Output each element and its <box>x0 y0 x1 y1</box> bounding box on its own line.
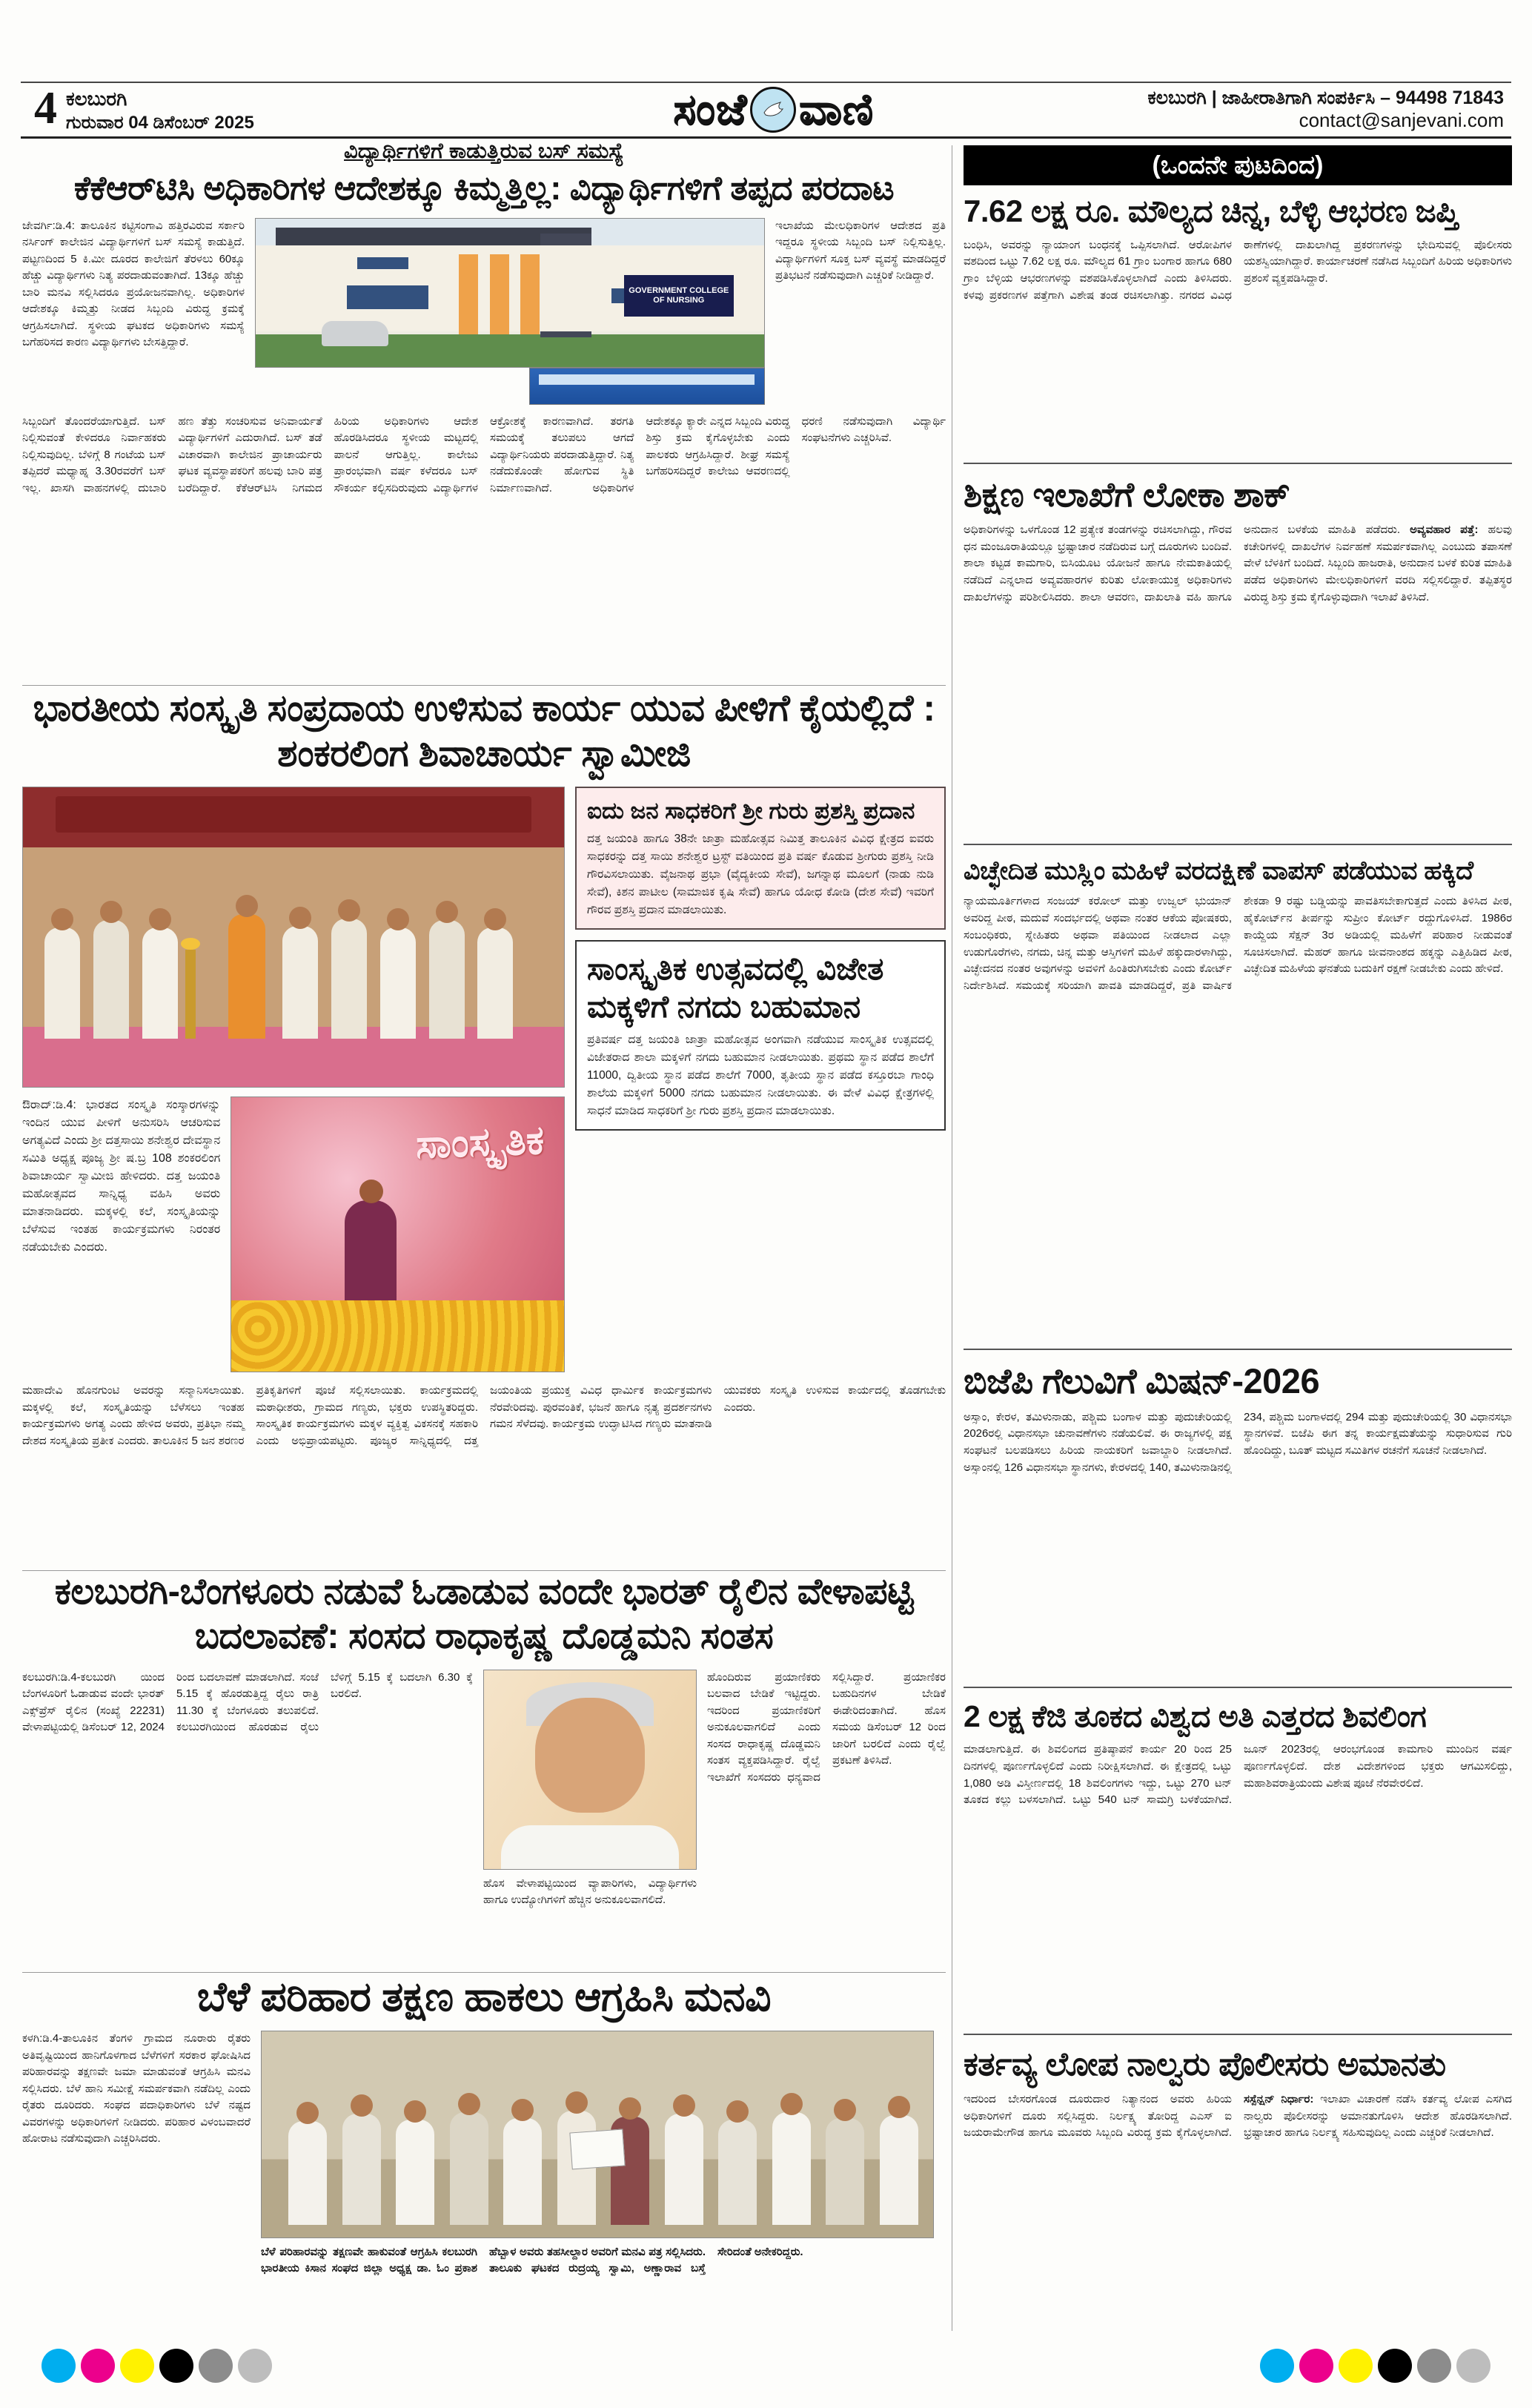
person-figure <box>282 926 318 1039</box>
article-body-text: ಇದರಿಂದ ಬೇಸರಗೊಂಡ ದೂರುದಾರ ನಿತ್ಯಾನಂದ ಅವರು ಹಿರಿಯ ಅಧಿಕಾರಿಗಳಿಗೆ ದೂರು ಸಲ್ಲಿಸಿದ್ದರು. ನಿರ್ಲಕ್ಷ್ಯ ತೋರಿದ್ದ ಎಎಸ್ ಐ ಜಯರಾಮೇಗೌಡ ಹಾಗೂ ಮೂವರು ಸಿಬ್ಬಂದಿ ವಿರುದ್ಧ ಕ್ರಮ ಕೈಗೊಳ್ಳಲಾಗಿದೆ. <box>964 2092 1232 2140</box>
edition-block <box>34 85 254 133</box>
photo-window-shape <box>357 257 408 269</box>
photo-window-shape <box>347 285 428 309</box>
portrait-face-shape <box>535 1698 646 1813</box>
article-culture-swamiji <box>22 686 946 1564</box>
article-body-columns <box>964 522 1512 833</box>
photo-pillar-shape <box>459 254 478 334</box>
article-headline: ಬೆಳೆ ಪರಿಹಾರ ತಕ್ಷಣ ಹಾಕಲು ಆಗ್ರಹಿಸಿ ಮನವಿ <box>196 1974 772 2020</box>
article-body-column: ಜೇವರ್ಗಿ:ಡಿ.4: ತಾಲೂಕಿನ ಕಟ್ಟಿಸಂಗಾವಿ ಹತ್ತಿರವಿರುವ ಸರ್ಕಾರಿ ನರ್ಸಿಂಗ್ ಕಾಲೇಜಿನ ವಿದ್ಯಾರ್ಥಿಗಳಿಗೆ ಬಸ್ ಸಮಸ್ಯೆ ಕಾಡುತ್ತಿದೆ. ಪಟ್ಟಣದಿಂದ 5 ಕಿ.ಮೀ ದೂರದ ಕಾಲೇಜಿಗೆ ತೆರಳಲು 60ಕ್ಕೂ ಹೆಚ್ಚು ವಿದ್ಯಾರ್ಥಿಗಳು ನಿತ್ಯ ಪರದಾಡುವಂತಾಗಿದೆ. 13ಕ್ಕೂ ಹೆಚ್ಚು ಬಾರಿ ಮನವಿ ಸಲ್ಲಿಸಿದರೂ ಪ್ರಯೋಜನವಾಗಿಲ್ಲ. ಅಧಿಕಾರಿಗಳ ಆದೇಶಕ್ಕೂ ಕಿಮ್ಮತ್ತು ನೀಡದ ಸಿಬ್ಬಂದಿ ವಿರುದ್ಧ ಕ್ರಮಕ್ಕೆ ಆಗ್ರಹಿಸಲಾಗಿದೆ. ಸ್ಥಳೀಯ ಘಟಕದ ಅಧಿಕಾರಿಗಳು ಸಮಸ್ಯೆ ಬಗೆಹರಿಸದ ಕಾರಣ ವಿದ್ಯಾರ್ಥಿಗಳು ಬೇಸತ್ತಿದ್ದಾರೆ. <box>22 219 245 349</box>
person-figure <box>718 2120 757 2225</box>
article-body-column: ಇಲಾಖೆಯ ಮೇಲಧಿಕಾರಿಗಳ ಆದೇಶದ ಪ್ರತಿ ಇದ್ದರೂ ಸ್ಥಳೀಯ ಸಿಬ್ಬಂದಿ ಬಸ್ ನಿಲ್ಲಿಸುತ್ತಿಲ್ಲ. ವಿದ್ಯಾರ್ಥಿಗಳಿಗೆ ಸೂಕ್ತ ಬಸ್ ವ್ಯವಸ್ಥೆ ಮಾಡದಿದ್ದರೆ ಪ್ರತಿಭಟನೆ ನಡೆಸುವುದಾಗಿ ಎಚ್ಚರಿಕೆ ನೀಡಿದ್ದಾರೆ. <box>775 219 946 282</box>
article-divider <box>964 1349 1512 1350</box>
box-article-title: ಸಾಂಸ್ಕೃತಿಕ ಉತ್ಸವದಲ್ಲಿ ವಿಜೇತ ಮಕ್ಕಳಿಗೆ ನಗದು ಬಹುಮಾನ <box>587 951 884 1024</box>
color-dot-gray <box>1417 2349 1451 2383</box>
color-dot-magenta <box>81 2349 115 2383</box>
article-gold-seizure <box>964 193 1512 452</box>
article-vande-bharat <box>22 1570 946 1971</box>
color-dot-lightgray <box>1456 2349 1490 2383</box>
masthead-left: ಸಂಜೆ <box>673 85 747 133</box>
article-divider <box>964 463 1512 464</box>
edition-date: ಗುರುವಾರ 04 ಡಿಸೆಂಬರ್ 2025 <box>66 113 254 133</box>
banner-text: ಸಾಂಸ್ಕೃತಿಕ <box>414 1117 546 1167</box>
person-figure <box>429 920 465 1039</box>
article-headline: ವಿಚ್ಛೇದಿತ ಮುಸ್ಲಿಂ ಮಹಿಳೆ ವರದಕ್ಷಿಣೆ ವಾಪಸ್ ಪಡೆಯುವ ಹಕ್ಕಿದೆ <box>964 856 1473 885</box>
article-divider <box>964 844 1512 845</box>
college-building-photo <box>255 218 765 368</box>
person-figure <box>396 2120 434 2225</box>
article-crop-compensation <box>22 1972 946 2332</box>
person-figure <box>503 2118 542 2225</box>
person-figure <box>93 920 129 1039</box>
stage-group-photo <box>22 787 565 1088</box>
box-article-body: ಪ್ರತಿವರ್ಷ ದತ್ತ ಜಯಂತಿ ಜಾತ್ರಾ ಮಹೋತ್ಸವ ಅಂಗವಾಗಿ ನಡೆಯುವ ಸಾಂಸ್ಕೃತಿಕ ಉತ್ಸವದಲ್ಲಿ ವಿಜೇತರಾದ ಶಾಲಾ ಮಕ್ಕಳಿಗೆ ನಗದು ಬಹುಮಾನ ನೀಡಲಾಯಿತು. ಪ್ರಥಮ ಸ್ಥಾನ ಪಡೆದ ಶಾಲೆಗೆ 11000, ದ್ವಿತೀಯ ಸ್ಥಾನ ಪಡೆದ ಶಾಲೆಗೆ 7000, ತೃತೀಯ ಸ್ಥಾನ ಪಡೆದ ಕಸ್ತೂರಬಾ ಗಾಂಧಿ ಶಾಲೆಯ ಮಕ್ಕಳಿಗೆ 5000 ನಗದು ಬಹುಮಾನ ನೀಡಲಾಯಿತು. ಈ ವೇಳೆ ವಿವಿಧ ಕ್ಷೇತ್ರಗಳಲ್ಲಿ ಸಾಧನೆ ಮಾಡಿದ ಸಾಧಕರಿಗೆ ಶ್ರೀ ಗುರು ಪ್ರಶಸ್ತಿ ಪ್ರದಾನ ಮಾಡಲಾಯಿತು. <box>587 1033 934 1118</box>
contact-block <box>1148 87 1504 132</box>
color-dot-yellow <box>120 2349 154 2383</box>
right-section <box>964 145 1512 2334</box>
person-figure <box>342 2114 381 2225</box>
person-figure <box>142 927 178 1039</box>
memorandum-paper-shape <box>569 2128 625 2169</box>
mp-portrait-photo <box>483 1670 697 1870</box>
contact-email[interactable]: contact@sanjevani.com <box>1299 109 1504 131</box>
article-divider <box>964 2034 1512 2035</box>
masthead-right: ವಾಣಿ <box>798 85 874 133</box>
color-dot-gray <box>199 2349 233 2383</box>
article-headline: ಕರ್ತವ್ಯ ಲೋಪ ನಾಲ್ವರು ಪೊಲೀಸರು ಅಮಾನತು <box>964 2045 1446 2083</box>
article-headline: ಕಲಬುರಗಿ-ಬೆಂಗಳೂರು ನಡುವೆ ಓಡಾಡುವ ವಂದೇ ಭಾರತ್ ರೈಲಿನ ವೇಳಾಪಟ್ಟಿ ಬದಲಾವಣೆ: ಸಂಸದ ರಾಧಾಕೃಷ್ಣ ದೊಡ್ಡಮನಿ ಸಂತಸ <box>54 1572 914 1656</box>
article-police-suspension <box>964 2045 1512 2314</box>
prize-box-article <box>575 940 946 1131</box>
article-headline: 7.62 ಲಕ್ಷ ರೂ. ಮೌಲ್ಯದ ಚಿನ್ನ, ಬೆಳ್ಳಿ ಆಭರಣ ಜಪ್ತಿ <box>964 194 1459 228</box>
article-intro: ಔರಾದ್:ಡಿ.4: ಭಾರತದ ಸಂಸ್ಕೃತಿ ಸಂಸ್ಕಾರಗಳನ್ನು ಇಂದಿನ ಯುವ ಪೀಳಿಗೆ ಅನುಸರಿಸಿ ಆಚರಿಸುವ ಅಗತ್ಯವಿದೆ ಎಂದು ಶ್ರೀ ದತ್ತಸಾಯಿ ಶನೇಶ್ವರ ದೇವಸ್ಥಾನ ಸಮಿತಿ ಅಧ್ಯಕ್ಷ ಪೂಜ್ಯ ಶ್ರೀ ಷ.ಬ್ರ 108 ಶಂಕರಲಿಂಗ ಶಿವಾಚಾರ್ಯ ಸ್ವಾಮೀಜಿ ಹೇಳಿದರು. ದತ್ತ ಜಯಂತಿ ಮಹೋತ್ಸವದ ಸಾನ್ನಿಧ್ಯ ವಹಿಸಿ ಅವರು ಮಾತನಾಡಿದರು. ಮಕ್ಕಳಲ್ಲಿ ಕಲೆ, ಸಂಸ್ಕೃತಿಯನ್ನು ಬೆಳೆಸುವ ಇಂತಹ ಕಾರ್ಯಕ್ರಮಗಳು ನಿರಂತರ ನಡೆಯಬೇಕು ಎಂದರು. <box>22 1099 221 1254</box>
article-body-columns <box>964 2091 1512 2314</box>
article-shivalinga <box>964 1698 1512 2023</box>
edition-name: ಕಲಬುರಗಿ <box>66 87 127 110</box>
dove-logo-icon <box>750 87 796 133</box>
dancer-figure <box>345 1200 397 1312</box>
color-dot-black <box>1378 2349 1412 2383</box>
article-headline: ಭಾರತೀಯ ಸಂಸ್ಕೃತಿ ಸಂಪ್ರದಾಯ ಉಳಿಸುವ ಕಾರ್ಯ ಯುವ ಪೀಳಿಗೆ ಕೈಯಲ್ಲಿದೆ : ಶಂಕರಲಿಂಗ ಶಿವಾಚಾರ್ಯ ಸ್ವಾಮೀಜಿ <box>33 687 935 774</box>
color-dot-magenta <box>1299 2349 1333 2383</box>
box-article-title: ಐದು ಜನ ಸಾಧಕರಿಗೆ ಶ್ರೀ ಗುರು ಪ್ರಶಸ್ತಿ ಪ್ರದಾನ <box>587 798 915 824</box>
photo-pillar-shape <box>520 254 540 334</box>
continued-from-page-one-tag: (ಒಂದನೇ ಪುಟದಿಂದ) <box>964 145 1512 185</box>
person-figure <box>477 927 513 1039</box>
print-registration-dots-left <box>42 2349 272 2383</box>
color-dot-lightgray <box>238 2349 272 2383</box>
photo-pillar-shape <box>490 254 509 334</box>
color-dot-yellow <box>1339 2349 1373 2383</box>
article-headline: ಶಿಕ್ಷಣ ಇಲಾಖೆಗೆ ಲೋಕಾ ಶಾಕ್ <box>964 474 1290 514</box>
award-box-article <box>575 787 946 930</box>
farmers-group-photo <box>261 2031 934 2238</box>
person-figure <box>44 927 80 1039</box>
box-article-body: ದತ್ತ ಜಯಂತಿ ಹಾಗೂ 38ನೇ ಜಾತ್ರಾ ಮಹೋತ್ಸವ ನಿಮಿತ್ತ ತಾಲೂಕಿನ ವಿವಿಧ ಕ್ಷೇತ್ರದ ಐವರು ಸಾಧಕರನ್ನು ದತ್ತ ಸಾಯಿ ಶನೇಶ್ವರ ಟ್ರಸ್ಟ್ ವತಿಯಿಂದ ಪ್ರತಿ ವರ್ಷ ಕೊಡುವ ಶ್ರೀಗುರು ಪ್ರಶಸ್ತಿ ನೀಡಿ ಗೌರವಿಸಲಾಯಿತು. ವೈಜನಾಥ ಪ್ರಭಾ (ವೈದ್ಯಕೀಯ ಸೇವೆ), ಜಗನ್ನಾಥ ಮೂಲಗೆ (ನಾಡು ನುಡಿ ಸೇವೆ), ಕಿಶನ ಪಾಟೀಲ (ಸಾಮಾಜಿಕ ಕೃಷಿ ಸೇವೆ) ಹಾಗೂ ಯೋಧ ಕೋಡಿ (ದೇಶ ಸೇವೆ) ಇವರಿಗೆ ಗೌರವ ಪ್ರಶಸ್ತಿ ಪ್ರದಾನ ಮಾಡಲಾಯಿತು. <box>587 833 934 917</box>
article-body-columns: ನ್ಯಾಯಮೂರ್ತಿಗಳಾದ ಸಂಜಯ್ ಕರೋಲ್ ಮತ್ತು ಉಜ್ವಲ್ ಭುಯಾನ್ ಅವರಿದ್ದ ಪೀಠ, ಮದುವೆ ಸಂದರ್ಭದಲ್ಲಿ ಅಥವಾ ನಂತರ ಆಕೆಯ ಪೋಷಕರು, ಸಂಬಂಧಿಕರು, ಸ್ನೇಹಿತರು ಅಥವಾ ಪತಿಯಿಂದ ನೀಡಲಾದ ಎಲ್ಲಾ ಉಡುಗೊರೆಗಳು, ನಗದು, ಚಿನ್ನ ಮತ್ತು ಆಸ್ತಿಗಳಿಗೆ ಮಹಿಳೆ ಹಕ್ಕುದಾರಳಾಗಿದ್ದು, ವಿಚ್ಛೇದನದ ನಂತರ ಅವುಗಳನ್ನು ಅವಳಿಗೆ ಹಿಂತಿರುಗಿಸಬೇಕು ಎಂದು ಕೋರ್ಟ್ ನಿರ್ದೇಶಿಸಿದೆ. ಸಮಯಕ್ಕೆ ಸರಿಯಾಗಿ ಪಾವತಿ ಮಾಡದಿದ್ದರೆ, ಪ್ರತಿ ವಾರ್ಷಿಕ ಶೇಕಡಾ 9 ರಷ್ಟು ಬಡ್ಡಿಯನ್ನು ಪಾವತಿಸಬೇಕಾಗುತ್ತದೆ ಎಂದು ತಿಳಿಸಿದ ಪೀಠ, ಹೈಕೋರ್ಟ್‌ನ ತೀರ್ಪನ್ನು ಸುಪ್ರೀಂ ಕೋರ್ಟ್ ರದ್ದುಗೊಳಿಸಿದೆ. 1986ರ ಕಾಯ್ದೆಯ ಸೆಕ್ಷನ್ 3ರ ಅಡಿಯಲ್ಲಿ ಮಹಿಳೆಗೆ ಪರಿಹಾರ ನೀಡುವಂತೆ ಸೂಚಿಸಲಾಗಿದೆ. ಮೆಹರ್ ಹಾಗೂ ಜೀವನಾಂಶದ ಹಕ್ಕನ್ನು ಎತ್ತಿಹಿಡಿದ ಪೀಠ, ವಿಚ್ಛೇದಿತ ಮಹಿಳೆಯ ಘನತೆಯ ಬದುಕಿಗೆ ರಕ್ಷಣೆ ನೀಡಬೇಕು ಎಂದು ಹೇಳಿದೆ. <box>964 895 1512 993</box>
person-figure <box>772 2112 811 2225</box>
color-dot-cyan <box>42 2349 76 2383</box>
article-headline: ಕೆಕೆಆರ್‌ಟಿಸಿ ಅಧಿಕಾರಿಗಳ ಆದೇಶಕ್ಕೂ ಕಿಮ್ಮತ್ತಿಲ್ಲ: ವಿದ್ಯಾರ್ಥಿಗಳಿಗೆ ತಪ್ಪದ ಪರದಾಟ <box>73 169 895 207</box>
article-bjp-mission-2026 <box>964 1360 1512 1676</box>
oil-lamp-shape <box>185 950 196 1039</box>
flower-heap-shape <box>231 1300 564 1372</box>
person-figure <box>288 2121 327 2225</box>
article-body-columns: ಬಂಧಿಸಿ, ಅವರನ್ನು ನ್ಯಾಯಾಂಗ ಬಂಧನಕ್ಕೆ ಒಪ್ಪಿಸಲಾಗಿದೆ. ಆರೋಪಿಗಳ ವಶದಿಂದ ಒಟ್ಟು 7.62 ಲಕ್ಷ ರೂ. ಮೌಲ್ಯದ 61 ಗ್ರಾಂ ಬಂಗಾರ ಹಾಗೂ 680 ಗ್ರಾಂ ಬೆಳ್ಳಿಯ ಆಭರಣಗಳನ್ನು ವಶಪಡಿಸಿಕೊಳ್ಳಲಾಗಿದೆ ಎಂದು ತಿಳಿಸಿದರು. ಕಳವು ಪ್ರಕರಣಗಳ ಪತ್ತೆಗಾಗಿ ವಿಶೇಷ ತಂಡ ರಚಿಸಲಾಗಿತ್ತು. ನಗರದ ವಿವಿಧ ಠಾಣೆಗಳಲ್ಲಿ ದಾಖಲಾಗಿದ್ದ ಪ್ರಕರಣಗಳನ್ನು ಭೇದಿಸುವಲ್ಲಿ ಪೊಲೀಸರು ಯಶಸ್ವಿಯಾಗಿದ್ದಾರೆ. ಕಾರ್ಯಾಚರಣೆ ನಡೆಸಿದ ಸಿಬ್ಬಂದಿಗೆ ಹಿರಿಯ ಅಧಿಕಾರಿಗಳು ಪ್ರಶಂಸೆ ವ್ಯಕ್ತಪಡಿಸಿದ್ದಾರೆ. <box>964 238 1512 302</box>
article-headline: 2 ಲಕ್ಷ ಕೆಜಿ ತೂಕದ ವಿಶ್ವದ ಅತಿ ಎತ್ತರದ ಶಿವಲಿಂಗ <box>964 1698 1427 1733</box>
article-lokayukta-education <box>964 474 1512 833</box>
article-body-columns: ಸಿಬ್ಬಂದಿಗೆ ತೊಂದರೆಯಾಗುತ್ತಿದೆ. ಬಸ್ ನಿಲ್ಲಿಸುವಂತೆ ಕೇಳಿದರೂ ನಿರ್ವಾಹಕರು ನಿಲ್ಲಿಸುವುದಿಲ್ಲ. ಬೆಳಿಗ್ಗೆ 8 ಗಂಟೆಯ ಬಸ್ ತಪ್ಪಿದರೆ ಮಧ್ಯಾಹ್ನ 3.30ರವರೆಗೆ ಬಸ್ ಇಲ್ಲ. ಖಾಸಗಿ ವಾಹನಗಳಲ್ಲಿ ದುಬಾರಿ ಹಣ ತೆತ್ತು ಸಂಚರಿಸುವ ಅನಿವಾರ್ಯತೆ ವಿದ್ಯಾರ್ಥಿಗಳಿಗೆ ಎದುರಾಗಿದೆ. ಬಸ್ ತಡೆ ವಿಚಾರವಾಗಿ ಕಾಲೇಜಿನ ಪ್ರಾಚಾರ್ಯರು ಘಟಕ ವ್ಯವಸ್ಥಾಪಕರಿಗೆ ಹಲವು ಬಾರಿ ಪತ್ರ ಬರೆದಿದ್ದಾರೆ. ಕೆಕೆಆರ್‌ಟಿಸಿ ನಿಗಮದ ಹಿರಿಯ ಅಧಿಕಾರಿಗಳು ಆದೇಶ ಹೊರಡಿಸಿದರೂ ಸ್ಥಳೀಯ ಮಟ್ಟದಲ್ಲಿ ಪಾಲನೆ ಆಗುತ್ತಿಲ್ಲ. ಕಾಲೇಜು ಪ್ರಾರಂಭವಾಗಿ ವರ್ಷ ಕಳೆದರೂ ಬಸ್ ಸೌಕರ್ಯ ಕಲ್ಪಿಸದಿರುವುದು ವಿದ್ಯಾರ್ಥಿಗಳ ಆಕ್ರೋಶಕ್ಕೆ ಕಾರಣವಾಗಿದೆ. ತರಗತಿ ಸಮಯಕ್ಕೆ ತಲುಪಲು ಆಗದೆ ವಿದ್ಯಾರ್ಥಿನಿಯರು ಪರದಾಡುತ್ತಿದ್ದಾರೆ. ನಿತ್ಯ ನಡೆದುಕೊಂಡೇ ಹೋಗುವ ಸ್ಥಿತಿ ನಿರ್ಮಾಣವಾಗಿದೆ. ಅಧಿಕಾರಿಗಳ ಆದೇಶಕ್ಕೂ ಕ್ಯಾರೇ ಎನ್ನದ ಸಿಬ್ಬಂದಿ ವಿರುದ್ಧ ಶಿಸ್ತು ಕ್ರಮ ಕೈಗೊಳ್ಳಬೇಕು ಎಂದು ಪಾಲಕರು ಆಗ್ರಹಿಸಿದ್ದಾರೆ. ಶೀಘ್ರ ಸಮಸ್ಯೆ ಬಗೆಹರಿಸದಿದ್ದರೆ ಕಾಲೇಜು ಆವರಣದಲ್ಲಿ ಧರಣಿ ನಡೆಸುವುದಾಗಿ ವಿದ್ಯಾರ್ಥಿ ಸಂಘಟನೆಗಳು ಎಚ್ಚರಿಸಿವೆ. <box>22 414 946 494</box>
person-figure <box>450 2112 488 2225</box>
article-body-columns: ಮಹಾದೇವಿ ಹೊನಗುಂಟಿ ಅವರನ್ನು ಸನ್ಮಾನಿಸಲಾಯಿತು. ಮಕ್ಕಳಲ್ಲಿ ಕಲೆ, ಸಂಸ್ಕೃತಿಯನ್ನು ಬೆಳೆಸಲು ಇಂತಹ ಕಾರ್ಯಕ್ರಮಗಳು ಅಗತ್ಯ ಎಂದು ಹೇಳಿದ ಅವರು, ಪ್ರತಿಭಾ ನಮ್ಮ ದೇಶದ ಸಂಸ್ಕೃತಿಯ ಪ್ರತೀಕ ಎಂದರು. ತಾಲೂಕಿನ 5 ಜನ ಶರಣರ ಪ್ರತಿಕೃತಿಗಳಿಗೆ ಪೂಜೆ ಸಲ್ಲಿಸಲಾಯಿತು. ಕಾರ್ಯಕ್ರಮದಲ್ಲಿ ಮಠಾಧೀಶರು, ಗ್ರಾಮದ ಗಣ್ಯರು, ಭಕ್ತರು ಉಪಸ್ಥಿತರಿದ್ದರು. ಸಾಂಸ್ಕೃತಿಕ ಕಾರ್ಯಕ್ರಮಗಳು ಮಕ್ಕಳ ವ್ಯಕ್ತಿತ್ವ ವಿಕಸನಕ್ಕೆ ಸಹಕಾರಿ ಎಂದು ಅಭಿಪ್ರಾಯಪಟ್ಟರು. ಪೂಜ್ಯರ ಸಾನ್ನಿಧ್ಯದಲ್ಲಿ ದತ್ತ ಜಯಂತಿಯ ಪ್ರಯುಕ್ತ ವಿವಿಧ ಧಾರ್ಮಿಕ ಕಾರ್ಯಕ್ರಮಗಳು ನೆರವೇರಿದವು. ಪುರವಂತಿಕೆ, ಭಜನೆ ಹಾಗೂ ನೃತ್ಯ ಪ್ರದರ್ಶನಗಳು ಗಮನ ಸೆಳೆದವು. ಕಾರ್ಯಕ್ರಮ ಉದ್ಘಾಟಿಸಿದ ಗಣ್ಯರು ಮಾತನಾಡಿ ಯುವಕರು ಸಂಸ್ಕೃತಿ ಉಳಿಸುವ ಕಾರ್ಯದಲ್ಲಿ ತೊಡಗಬೇಕು ಎಂದರು. <box>22 1384 946 1447</box>
photo-banner-shape <box>56 796 531 832</box>
print-registration-dots-right <box>1260 2349 1490 2383</box>
article-body-text: ಅಧಿಕಾರಿಗಳನ್ನು ಒಳಗೊಂಡ 12 ಪ್ರತ್ಯೇಕ ತಂಡಗಳನ್ನು ರಚಿಸಲಾಗಿದ್ದು, ಗೌರವ ಧನ ಮಂಜೂರಾತಿಯಲ್ಲೂ ಭ್ರಷ್ಟಾಚಾರ ನಡೆದಿರುವ ಬಗ್ಗೆ ದೂರುಗಳು ಬಂದಿವೆ. ಶಾಲಾ ಕಟ್ಟಡ ಕಾಮಗಾರಿ, ಬಿಸಿಯೂಟ ಯೋಜನೆ ಹಾಗೂ ನೇಮಕಾತಿಯಲ್ಲಿ ನಡೆದಿದೆ ಎನ್ನಲಾದ ಅವ್ಯವಹಾರಗಳ ಕುರಿತು ಲೋಕಾಯುಕ್ತ ಅಧಿಕಾರಿಗಳು ದಾಖಲೆಗಳನ್ನು ಪರಿಶೀಲಿಸಿದರು. ಶಾಲಾ ಆವರಣ, ದಾಖಲಾತಿ ವಹಿ ಹಾಗೂ ಅನುದಾನ ಬಳಕೆಯ ಮಾಹಿತಿ ಪಡೆದರು. <box>964 523 1410 603</box>
portrait-shirt-shape <box>501 1825 679 1869</box>
person-figure <box>665 2114 703 2225</box>
person-figure <box>380 927 416 1039</box>
article-body-text: ಹಲವು ಕಚೇರಿಗಳಲ್ಲಿ ದಾಖಲೆಗಳ ನಿರ್ವಹಣೆ ಸಮರ್ಪಕವಾಗಿಲ್ಲ ಎಂಬುದು ತಪಾಸಣೆ ವೇಳೆ ಬೆಳಕಿಗೆ ಬಂದಿದೆ. ಸಿಬ್ಬಂದಿ ಹಾಜರಾತಿ, ಅನುದಾನ ಬಳಕೆ ಕುರಿತ ಮಾಹಿತಿ ಪಡೆದ ಅಧಿಕಾರಿಗಳು ಮೇಲಧಿಕಾರಿಗಳಿಗೆ ವರದಿ ಸಲ್ಲಿಸಲಿದ್ದಾರೆ. ತಪ್ಪಿತಸ್ಥರ ವಿರುದ್ಧ ಶಿಸ್ತು ಕ್ರಮ ಕೈಗೊಳ್ಳುವುದಾಗಿ ಇಲಾಖೆ ತಿಳಿಸಿದೆ. <box>1244 523 1512 603</box>
color-dot-black <box>159 2349 193 2383</box>
article-muslim-woman-dowry <box>964 856 1512 1338</box>
person-figure <box>331 919 367 1039</box>
article-kicker: ವಿದ್ಯಾರ್ಥಿಗಳಿಗೆ ಕಾಡುತ್ತಿರುವ ಬಸ್ ಸಮಸ್ಯೆ <box>344 139 624 163</box>
page-number: 4 <box>34 83 57 133</box>
advert-contact-phone[interactable]: ಕಲಬುರಗಿ | ಜಾಹೀರಾತಿಗಾಗಿ ಸಂಪರ್ಕಿಸಿ – 94498 71843 <box>1147 87 1504 108</box>
color-dot-cyan <box>1260 2349 1294 2383</box>
photo-caption: ಬೆಳೆ ಪರಿಹಾರವನ್ನು ತಕ್ಷಣವೇ ಹಾಕುವಂತೆ ಆಗ್ರಹಿಸಿ ಕಲಬುರಗಿ ಭಾರತೀಯ ಕಿಸಾನ ಸಂಘದ ಜಿಲ್ಲಾ ಅಧ್ಯಕ್ಷ ಡಾ. ಓಂ ಪ್ರಕಾಶ ಹೆಬ್ಬಾಳ ಅವರು ತಹಸೀಲ್ದಾರ ಅವರಿಗೆ ಮನವಿ ಪತ್ರ ಸಲ್ಲಿಸಿದರು. ತಾಲೂಕು ಘಟಕದ ರುದ್ರಯ್ಯ ಸ್ವಾಮಿ, ಅಣ್ಣಾರಾವ ಬಸ್ತೆ ಸೇರಿದಂತೆ ಅನೇಕರಿದ್ದರು. <box>261 2246 803 2275</box>
article-subhead: ಸಸ್ಪೆನ್ಷನ್ ನಿರ್ಧಾರ: <box>1244 2092 1321 2106</box>
article-divider <box>964 1687 1512 1688</box>
person-figure <box>826 2118 864 2225</box>
article-body-columns: ಹೊಂದಿರುವ ಪ್ರಯಾಣಿಕರು ಬಲವಾದ ಬೇಡಿಕೆ ಇಟ್ಟಿದ್ದರು. ಇದರಿಂದ ಪ್ರಯಾಣಿಕರಿಗೆ ಅನುಕೂಲವಾಗಲಿದೆ ಎಂದು ಸಂಸದ ರಾಧಾಕೃಷ್ಣ ದೊಡ್ಡಮನಿ ಸಂತಸ ವ್ಯಕ್ತಪಡಿಸಿದ್ದಾರೆ. ರೈಲ್ವೆ ಇಲಾಖೆಗೆ ಸಂಸದರು ಧನ್ಯವಾದ ಸಲ್ಲಿಸಿದ್ದಾರೆ. ಪ್ರಯಾಣಿಕರ ಬಹುದಿನಗಳ ಬೇಡಿಕೆ ಈಡೇರಿದಂತಾಗಿದೆ. ಹೊಸ ಸಮಯ ಡಿಸೆಂಬರ್ 12 ರಿಂದ ಜಾರಿಗೆ ಬರಲಿದೆ ಎಂದು ರೈಲ್ವೆ ಪ್ರಕಟಣೆ ತಿಳಿಸಿದೆ. <box>707 1670 946 1784</box>
article-body-columns: ಮಾಡಲಾಗುತ್ತಿದೆ. ಈ ಶಿವಲಿಂಗದ ಪ್ರತಿಷ್ಠಾಪನೆ ಕಾರ್ಯ 20 ರಿಂದ 25 ದಿನಗಳಲ್ಲಿ ಪೂರ್ಣಗೊಳ್ಳಲಿದೆ ಎಂದು ನಿರೀಕ್ಷಿಸಲಾಗಿದೆ. ಈ ಕ್ಷೇತ್ರದಲ್ಲಿ ಒಟ್ಟು 1,080 ಅಡಿ ವಿಸ್ತೀರ್ಣದಲ್ಲಿ 18 ಶಿವಲಿಂಗಗಳು ಇದ್ದು, ಒಟ್ಟು 270 ಟನ್ ತೂಕದ ಕಲ್ಲು ಬಳಸಲಾಗಿದೆ. ಒಟ್ಟು 540 ಟನ್ ಸಾಮಗ್ರಿ ಬಳಕೆಯಾಗಿದೆ. ಜೂನ್ 2023ರಲ್ಲಿ ಆರಂಭಗೊಂಡ ಕಾಮಗಾರಿ ಮುಂದಿನ ವರ್ಷ ಪೂರ್ಣಗೊಳ್ಳಲಿದೆ. ದೇಶ ವಿದೇಶಗಳಿಂದ ಭಕ್ತರು ಆಗಮಿಸಲಿದ್ದು, ಮಹಾಶಿವರಾತ್ರಿಯಂದು ವಿಶೇಷ ಪೂಜೆ ನೆರವೇರಲಿದೆ. <box>964 1742 1512 1807</box>
person-figure <box>228 914 265 1039</box>
article-body-text: ಇಲಾಖಾ ವಿಚಾರಣೆ ನಡೆಸಿ ಕರ್ತವ್ಯ ಲೋಪ ಎಸಗಿದ ನಾಲ್ವರು ಪೊಲೀಸರನ್ನು ಅಮಾನತುಗೊಳಿಸಿ ಆದೇಶ ಹೊರಡಿಸಲಾಗಿದೆ. ಭ್ರಷ್ಟಾಚಾರ ಹಾಗೂ ನಿರ್ಲಕ್ಷ್ಯ ಸಹಿಸುವುದಿಲ್ಲ ಎಂದು ಎಚ್ಚರಿಕೆ ನೀಡಲಾಗಿದೆ. <box>1244 2092 1512 2140</box>
article-body-columns: ಕಲಬುರಗಿ:ಡಿ.4-ಕಲಬುರಗಿ ಯಿಂದ ಬೆಂಗಳೂರಿಗೆ ಓಡಾಡುವ ವಂದೇ ಭಾರತ್ ಎಕ್ಸ್‌ಪ್ರೆಸ್ ರೈಲಿನ (ಸಂಖ್ಯೆ 22231) ವೇಳಾಪಟ್ಟಿಯಲ್ಲಿ ಡಿಸೆಂಬರ್ 12, 2024 ರಿಂದ ಬದಲಾವಣೆ ಮಾಡಲಾಗಿದೆ. ಸಂಜೆ 5.15 ಕ್ಕೆ ಹೊರಡುತ್ತಿದ್ದ ರೈಲು ರಾತ್ರಿ 11.30 ಕ್ಕೆ ಬೆಂಗಳೂರು ತಲುಪಲಿದೆ. ಕಲಬುರಗಿಯಿಂದ ಹೊರಡುವ ರೈಲು ಬೆಳಿಗ್ಗೆ 5.15 ಕ್ಕೆ ಬದಲಾಗಿ 6.30 ಕ್ಕೆ ಬರಲಿದೆ. <box>22 1670 473 1734</box>
cultural-procession-photo <box>231 1096 565 1372</box>
college-sign-board: GOVERNMENT COLLEGE OF NURSING <box>624 275 734 317</box>
article-headline: ಬಿಜೆಪಿ ಗೆಲುವಿಗೆ ಮಿಷನ್-2026 <box>964 1361 1320 1401</box>
bus-photo <box>529 368 765 405</box>
article-body-column: ಹೊಸ ವೇಳಾಪಟ್ಟಿಯಿಂದ ವ್ಯಾಪಾರಿಗಳು, ವಿದ್ಯಾರ್ಥಿಗಳು ಹಾಗೂ ಉದ್ಯೋಗಿಗಳಿಗೆ ಹೆಚ್ಚಿನ ಅನುಕೂಲವಾಗಲಿದೆ. <box>483 1876 697 1907</box>
article-body-columns: ಅಸ್ಸಾಂ, ಕೇರಳ, ತಮಿಳುನಾಡು, ಪಶ್ಚಿಮ ಬಂಗಾಳ ಮತ್ತು ಪುದುಚೇರಿಯಲ್ಲಿ 2026ರಲ್ಲಿ ವಿಧಾನಸಭಾ ಚುನಾವಣೆಗಳು ನಡೆಯಲಿವೆ. ಈ ರಾಜ್ಯಗಳಲ್ಲಿ ಪಕ್ಷ ಸಂಘಟನೆ ಬಲಪಡಿಸಲು ಹಿರಿಯ ನಾಯಕರಿಗೆ ಜವಾಬ್ದಾರಿ ನೀಡಲಾಗಿದೆ. ಅಸ್ಸಾಂನಲ್ಲಿ 126 ವಿಧಾನಸಭಾ ಸ್ಥಾನಗಳು, ಕೇರಳದಲ್ಲಿ 140, ತಮಿಳುನಾಡಿನಲ್ಲಿ 234, ಪಶ್ಚಿಮ ಬಂಗಾಳದಲ್ಲಿ 294 ಮತ್ತು ಪುದುಚೇರಿಯಲ್ಲಿ 30 ವಿಧಾನಸಭಾ ಸ್ಥಾನಗಳಿವೆ. ಬಿಜೆಪಿ ಈಗ ತನ್ನ ಕಾರ್ಯಕ್ಷಮತೆಯನ್ನು ಸುಧಾರಿಸುವ ಗುರಿ ಹೊಂದಿದ್ದು, ಬೂತ್ ಮಟ್ಟದ ಸಮಿತಿಗಳ ರಚನೆಗೆ ಸೂಚನೆ ನೀಡಲಾಗಿದೆ. <box>964 1410 1512 1474</box>
article-subhead: ಅವ್ಯವಹಾರ ಪತ್ತೆ: <box>1410 523 1488 536</box>
page-header <box>21 82 1511 139</box>
article-bus-problem <box>22 139 946 681</box>
masthead <box>673 83 874 136</box>
person-figure <box>880 2115 918 2225</box>
left-section <box>22 139 946 2334</box>
photo-car-shape <box>322 321 388 346</box>
article-body-column: ಕಳಗಿ:ಡಿ.4-ತಾಲೂಕಿನ ತೆಂಗಳಿ ಗ್ರಾಮದ ನೂರಾರು ರೈತರು ಅತಿವೃಷ್ಟಿಯಿಂದ ಹಾನಿಗೊಳಗಾದ ಬೆಳೆಗಳಿಗೆ ಸರಕಾರ ಘೋಷಿಸಿದ ಪರಿಹಾರವನ್ನು ತಕ್ಷಣವೇ ಜಮಾ ಮಾಡುವಂತೆ ಆಗ್ರಹಿಸಿ ಮನವಿ ಸಲ್ಲಿಸಿದರು. ಬೆಳೆ ಹಾನಿ ಸಮೀಕ್ಷೆ ಸಮರ್ಪಕವಾಗಿ ನಡೆದಿಲ್ಲ ಎಂದು ರೈತರು ದೂರಿದರು. ಸಂಘದ ಪದಾಧಿಕಾರಿಗಳು ಬೆಳೆ ನಷ್ಟದ ವಿವರಗಳನ್ನು ಅಧಿಕಾರಿಗಳಿಗೆ ನೀಡಿದರು. ಪರಿಹಾರ ವಿಳಂಬವಾದರೆ ಹೋರಾಟ ನಡೆಸುವುದಾಗಿ ಎಚ್ಚರಿಸಿದರು. <box>22 2032 251 2146</box>
